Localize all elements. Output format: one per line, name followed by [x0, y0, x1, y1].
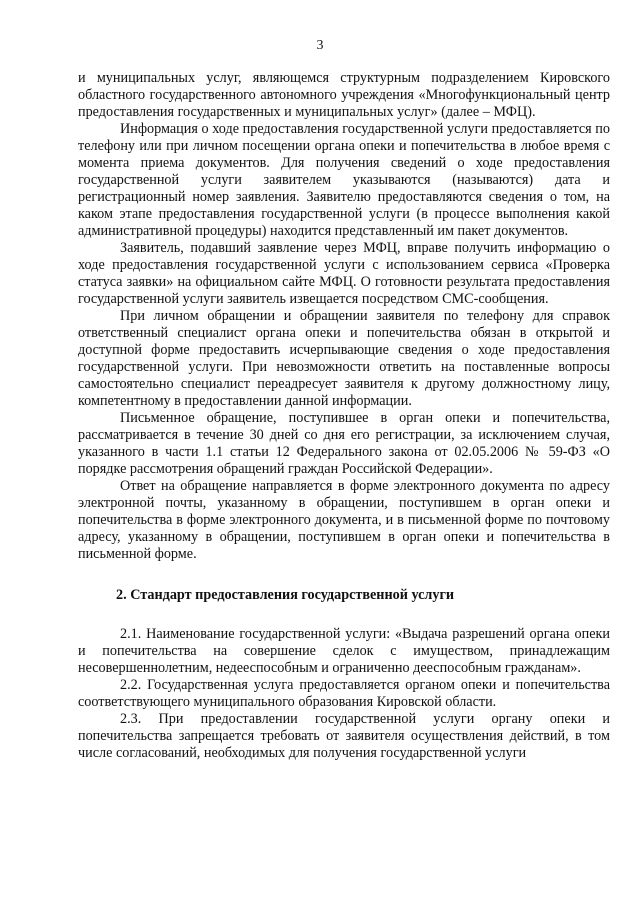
paragraph-2-2: 2.2. Государственная услуга предоставляется органом опеки и попечительства соответствующего муниципального образования Кировской области.: [78, 677, 610, 710]
paragraph-4: При личном обращении и обращении заявителя по телефону для справок ответственный специалист органа опеки и попечительства обязан в открытой и доступной форме предоставить исчерпывающие сведения о ходе предоставления государственной услуги. При невозможности ответить на поставленные вопросы самостоятельно специалист переадресует заявителя к другому должностному лицу, компетентному в предоставлении данной информации.: [78, 308, 610, 409]
paragraph-5: Письменное обращение, поступившее в орган опеки и попечительства, рассматривается в течение 30 дней со дня его регистрации, за исключением случая, указанного в части 1.1 статьи 12 Федерального закона от 02.05.2006 № 59-ФЗ «О порядке рассмотрения обращений граждан Российской Федерации».: [78, 410, 610, 477]
page-number: 3: [316, 38, 324, 53]
paragraph-3: Заявитель, подавший заявление через МФЦ, вправе получить информацию о ходе предоставления государственной услуги с использованием сервиса «Проверка статуса заявки» на официальном сайте МФЦ. О готовности результата предоставления государственной услуги заявитель извещается посредством СМС-сообщения.: [78, 240, 610, 307]
document-body: [78, 70, 610, 762]
paragraph-2-3: 2.3. При предоставлении государственной услуги органу опеки и попечительства запрещается требовать от заявителя осуществления действий, в том числе согласований, необходимых для получения государственной услуги: [78, 711, 610, 761]
paragraph-2-1: 2.1. Наименование государственной услуги: «Выдача разрешений органа опеки и попечительства на совершение сделок с имуществом, принадлежащим несовершеннолетним, недееспособным и ограниченно дееспособным гражданам».: [78, 626, 610, 676]
paragraph-6: Ответ на обращение направляется в форме электронного документа по адресу электронной почты, указанному в обращении, поступившем в орган опеки и попечительства в форме электронного документа, и в письменной форме по почтовому адресу, указанному в обращении, поступившем в орган опеки и попечительства в письменной форме.: [78, 478, 610, 562]
paragraph-1: и муниципальных услуг, являющемся структурным подразделением Кировского областного государственного автономного учреждения «Многофункциональный центр предоставления государственных и муниципальных услуг» (далее – МФЦ).: [78, 70, 610, 120]
section-heading: 2. Стандарт предоставления государственной услуги: [116, 587, 455, 603]
paragraph-2: Информация о ходе предоставления государственной услуги предоставляется по телефону или при личном посещении органа опеки и попечительства в любое время с момента приема документов. Для получения сведений о ходе предоставления государственной услуги заявителем указываются (называются) дата и регистрационный номер заявления. Заявителю предоставляются сведения о том, на каком этапе предоставления государственной услуги (в процессе выполнения какой административной процедуры) находится представленный им пакет документов.: [78, 121, 610, 239]
